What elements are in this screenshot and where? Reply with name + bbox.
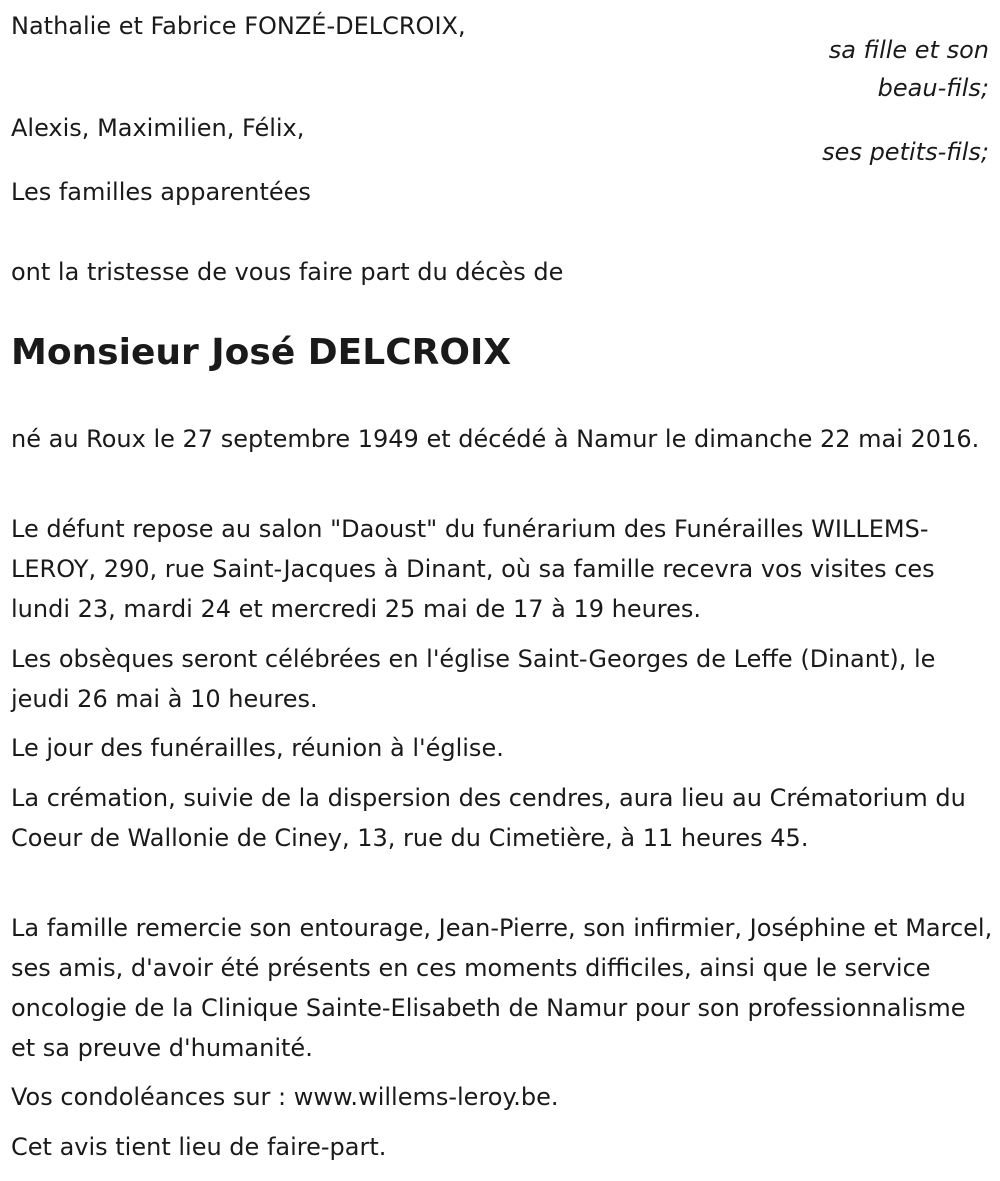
relation-role-daughter-line1: sa fille et son [828,36,989,64]
paragraph-funerarium: Le défunt repose au salon "Daoust" du funérarium des Funérailles WILLEMS-LEROY, 290, rue Saint-Jacques à Dinant, où sa famille recevra vos visites ces lundi 23, mardi 24 et mercredi 25 mai de 17 à 19 heures. [11,515,935,623]
family-line-daughter: Nathalie et Fabrice FONZÉ-DELCROIX, [11,12,466,40]
paragraph-funeral-service: Les obsèques seront célébrées en l'église Saint-Georges de Leffe (Dinant), le jeudi 26 mai à 10 heures. [11,645,936,713]
family-line-grandsons: Alexis, Maximilien, Félix, [11,114,305,142]
relation-role-grandsons: ses petits-fils; [822,138,989,166]
paragraph-birth-death: né au Roux le 27 septembre 1949 et décédé à Namur le dimanche 22 mai 2016. [11,425,980,453]
family-line-relatives: Les familles apparentées [11,178,311,206]
paragraph-condolences: Vos condoléances sur : www.willems-leroy.be. [11,1083,559,1111]
paragraph-meeting: Le jour des funérailles, réunion à l'église. [11,734,504,762]
paragraph-cremation: La crémation, suivie de la dispersion des cendres, aura lieu au Crématorium du Coeur de Wallonie de Ciney, 13, rue du Cimetière, à 11 heures 45. [11,784,966,852]
paragraph-notice: Cet avis tient lieu de faire-part. [11,1133,387,1161]
deceased-name: Monsieur José DELCROIX [11,332,512,373]
relation-role-daughter-line2: beau-fils; [877,74,989,102]
announcement-text: ont la tristesse de vous faire part du décès de [11,258,564,286]
paragraph-thanks: La famille remercie son entourage, Jean-Pierre, son infirmier, Joséphine et Marcel, ses amis, d'avoir été présents en ces moments difficiles, ainsi que le service oncologie de la Clinique Sainte-Elisabeth de Namur pour son professionnalisme et sa preuve d'humanité. [11,914,993,1062]
